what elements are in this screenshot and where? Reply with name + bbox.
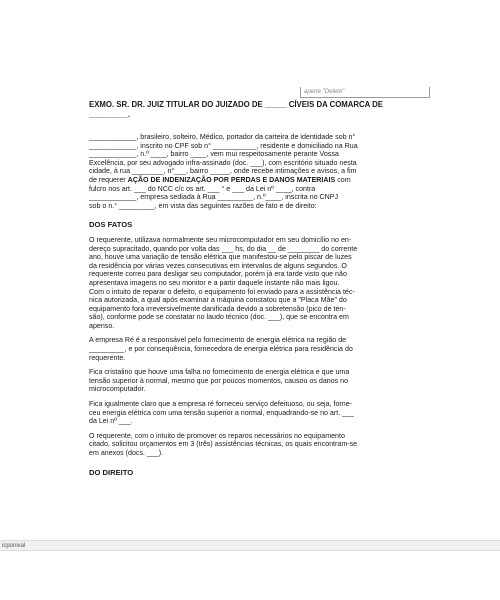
- intro-line: cidade, à rua ________, n°___, bairro _____, onde recebe intimações e avisos, a fim: [89, 167, 357, 176]
- fatos-paragraph-4: [89, 368, 417, 394]
- text-line: citado, solicitou orçamentos em 3 (três) assistências técnicas, os quais encontram-se: [89, 440, 358, 449]
- delete-hint-label: aperte "Delete": [304, 89, 345, 95]
- text-line: da Lei nº ___.: [89, 417, 133, 426]
- section-heading-fatos: DOS FATOS: [89, 220, 133, 230]
- text-line: em anexos (docs. ___).: [89, 449, 164, 457]
- fatos-paragraph-3: [89, 336, 417, 362]
- document-page: [89, 100, 417, 483]
- intro-line-suffix: com: [335, 175, 351, 184]
- text-line: Fica igualmente claro que a empresa ré forneceu serviço defeituoso, ou seja, forne-: [89, 400, 353, 409]
- text-line: A empresa Ré é a responsável pelo fornecimento de energia elétrica na região de: [89, 336, 347, 345]
- delete-hint-box: [300, 87, 430, 98]
- intro-line: fulcro nos art. ___ do NCC c/c os art. ___ ° e ___ da Lei nº ____, contra: [89, 184, 316, 193]
- text-line: O requerente, utilizava normalmente seu microcomputador em seu domicílio no en-: [89, 235, 352, 244]
- text-line: Com o intuito de reparar o defeito, o equipamento foi enviado para a assistência téc-: [89, 287, 355, 296]
- text-line: são), conforme pode se constatar no laudo técnico (doc. ___), que se encontra em: [89, 313, 349, 322]
- intro-line: ____________, inscrito no CPF sob n° ___________, residente e domiciliado na Rua: [89, 141, 358, 150]
- text-line: tensão superior à normal, mesmo que por poucos momentos, causou os danos no: [89, 376, 349, 385]
- text-line: apenso.: [89, 321, 115, 330]
- action-title: AÇÃO DE INDENIZAÇÃO POR PERDAS E DANOS MATERIAIS: [127, 175, 336, 184]
- intro-line: Excelência, por seu advogado infra-assinado (doc. ___), com escritório situado nesta: [89, 158, 357, 167]
- text-line: ceu energia elétrica com uma tensão superior a normal, enquadrando-se no art. ___: [89, 408, 354, 417]
- section-heading-direito: DO DIREITO: [89, 467, 134, 477]
- title-line-2: _________.: [89, 110, 131, 119]
- text-line: da residência por várias vezes consecutivas em intervalos de alguns segundos. O: [89, 261, 347, 270]
- text-line: Fica cristalino que houve uma falha no fornecimento de energia elétrica e que uma: [89, 368, 350, 377]
- intro-paragraph: [89, 133, 417, 210]
- intro-line: ____________, n.º ____, bairro ____, vem mui respeitosamente perante Vossa: [89, 150, 339, 159]
- intro-line-prefix: de requerer: [89, 175, 128, 184]
- title-line-1: EXMO. SR. DR. JUIZ TITULAR DO JUIZADO DE _____ CÍVEIS DA COMARCA DE: [89, 100, 384, 109]
- text-line: _________, e por consequência, fornecedora de energia elétrica para residência do: [89, 345, 353, 354]
- document-title: [89, 100, 417, 120]
- fatos-paragraph-6: [89, 432, 417, 458]
- intro-line: [89, 176, 417, 185]
- fatos-paragraph-1: [89, 236, 417, 288]
- fatos-paragraph-2: [89, 288, 417, 331]
- text-line: requerente correu para desligar seu computador, porém já era tarde visto que não: [89, 270, 347, 279]
- text-line: microcomputador.: [89, 385, 146, 394]
- footer-label: icponival: [2, 543, 26, 549]
- text-line: equipamento fora irreversivelmente danificada devido a sobretensão (pico de ten-: [89, 304, 346, 313]
- intro-line: ____________, brasileiro, solteiro, Médico, portador da carteira de identidade sob n°: [89, 133, 356, 141]
- text-line: nica autorizada, a qual após examinar a máquina constatou que a "Placa Mãe" do: [89, 296, 347, 305]
- footer-bar: [0, 540, 500, 551]
- text-line: dereço supracitado, quando por volta das ___ hs, do dia __ de ________ do corrente: [89, 244, 358, 253]
- text-line: O requerente, com o intuito de promover os reparos necessários no equipamento: [89, 431, 345, 440]
- intro-line: sob o n.° _________, em vista das seguintes razões de fato e de direito:: [89, 201, 317, 210]
- intro-line: ____________, empresa sediada à Rua _________, n.º____, inscrita no CNPJ: [89, 193, 339, 202]
- text-line: apresentava imagens no seu monitor e a partir daquele instante não mais ligou.: [89, 278, 340, 287]
- text-line: ano, houve uma variação de tensão elétrica que manifestou-se pelo piscar de luzes: [89, 253, 352, 262]
- text-line: requerente.: [89, 353, 126, 362]
- fatos-paragraph-5: [89, 400, 417, 426]
